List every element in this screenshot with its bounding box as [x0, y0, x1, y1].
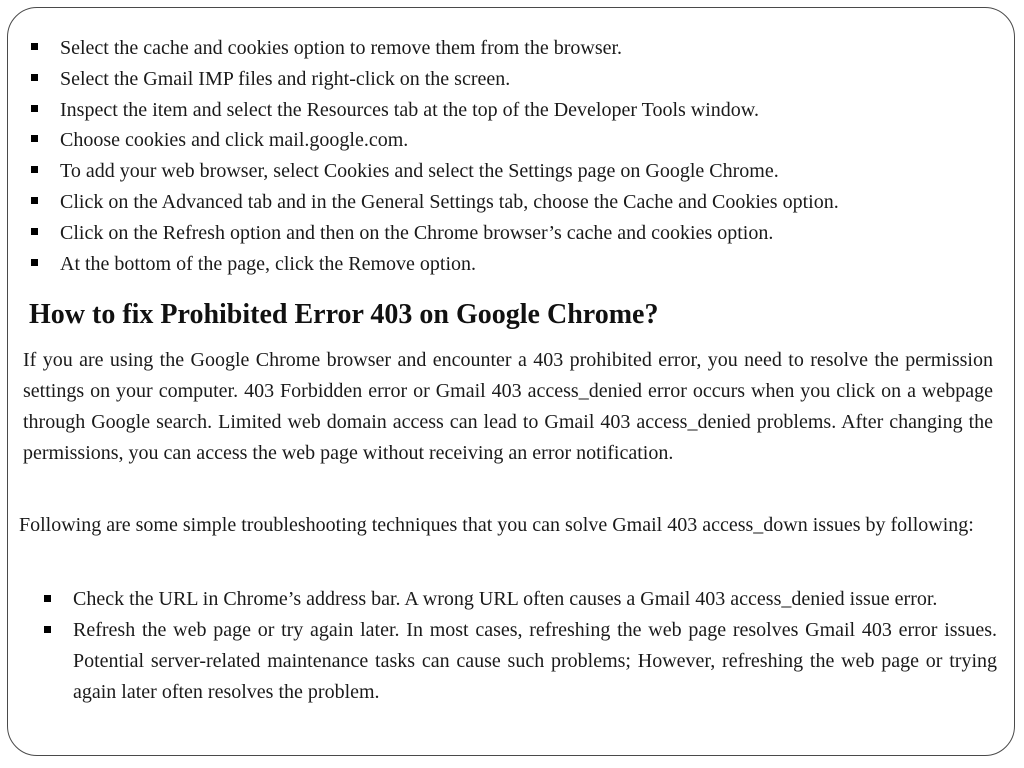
square-bullet-icon: [31, 105, 38, 112]
list-item: [30, 187, 1000, 218]
troubleshooting-intro-paragraph: Following are some simple troubleshooting techniques that you can solve Gmail 403 access_down issues by following:: [19, 514, 974, 536]
list-item-text: Choose cookies and click mail.google.com.: [60, 129, 409, 152]
section-heading: How to fix Prohibited Error 403 on Google Chrome?: [29, 299, 659, 330]
list-item-text: Select the cache and cookies option to remove them from the browser.: [60, 37, 623, 59]
square-bullet-icon: [31, 197, 38, 204]
list-item: [30, 64, 1000, 95]
list-item: [42, 615, 997, 708]
square-bullet-icon: [31, 166, 38, 173]
list-item-text: Check the URL in Chrome’s address bar. A wrong URL often causes a Gmail 403 access_denied issue error.: [73, 588, 938, 610]
square-bullet-icon: [44, 595, 51, 602]
square-bullet-icon: [31, 228, 38, 235]
list-item-text: Click on the Advanced tab and in the General Settings tab, choose the Cache and Cookies option.: [60, 190, 839, 213]
list-item: [30, 249, 1000, 280]
square-bullet-icon: [31, 135, 38, 142]
list-item: [30, 125, 1000, 156]
square-bullet-icon: [31, 74, 38, 81]
list-item-text: Click on the Refresh option and then on the Chrome browser’s cache and cookies option.: [60, 221, 774, 244]
square-bullet-icon: [44, 626, 51, 633]
list-item: [30, 95, 1000, 126]
list-item: [30, 33, 1000, 64]
square-bullet-icon: [31, 43, 38, 50]
list-item: [30, 156, 1000, 187]
list-item: [42, 584, 997, 615]
list-item-text: To add your web browser, select Cookies and select the Settings page on Google Chrome.: [60, 160, 779, 183]
list-item-text: At the bottom of the page, click the Remove option.: [60, 252, 477, 275]
list-item-text: Refresh the web page or try again later. In most cases, refreshing the web page resolves Gmail 403 error issues. Potential server-related maintenance tasks can cause such problems; However, refreshing the web page or trying again later often resolves the problem.: [73, 619, 997, 703]
list-item-text: Select the Gmail IMP files and right-click on the screen.: [60, 67, 511, 90]
intro-paragraph: If you are using the Google Chrome browser and encounter a 403 prohibited error, you need to resolve the permission settings on your computer. 403 Forbidden error or Gmail 403 access_denied error occurs when you click on a webpage through Google search. Limited web domain access can lead to Gmail 403 access_denied problems. After changing the permissions, you can access the web page without receiving an error notification.: [23, 349, 993, 464]
list-item-text: Inspect the item and select the Resources tab at the top of the Developer Tools window.: [60, 98, 759, 121]
list-item: [30, 218, 1000, 249]
steps-list: [30, 33, 1000, 279]
fix-list: [42, 584, 997, 708]
square-bullet-icon: [31, 259, 38, 266]
